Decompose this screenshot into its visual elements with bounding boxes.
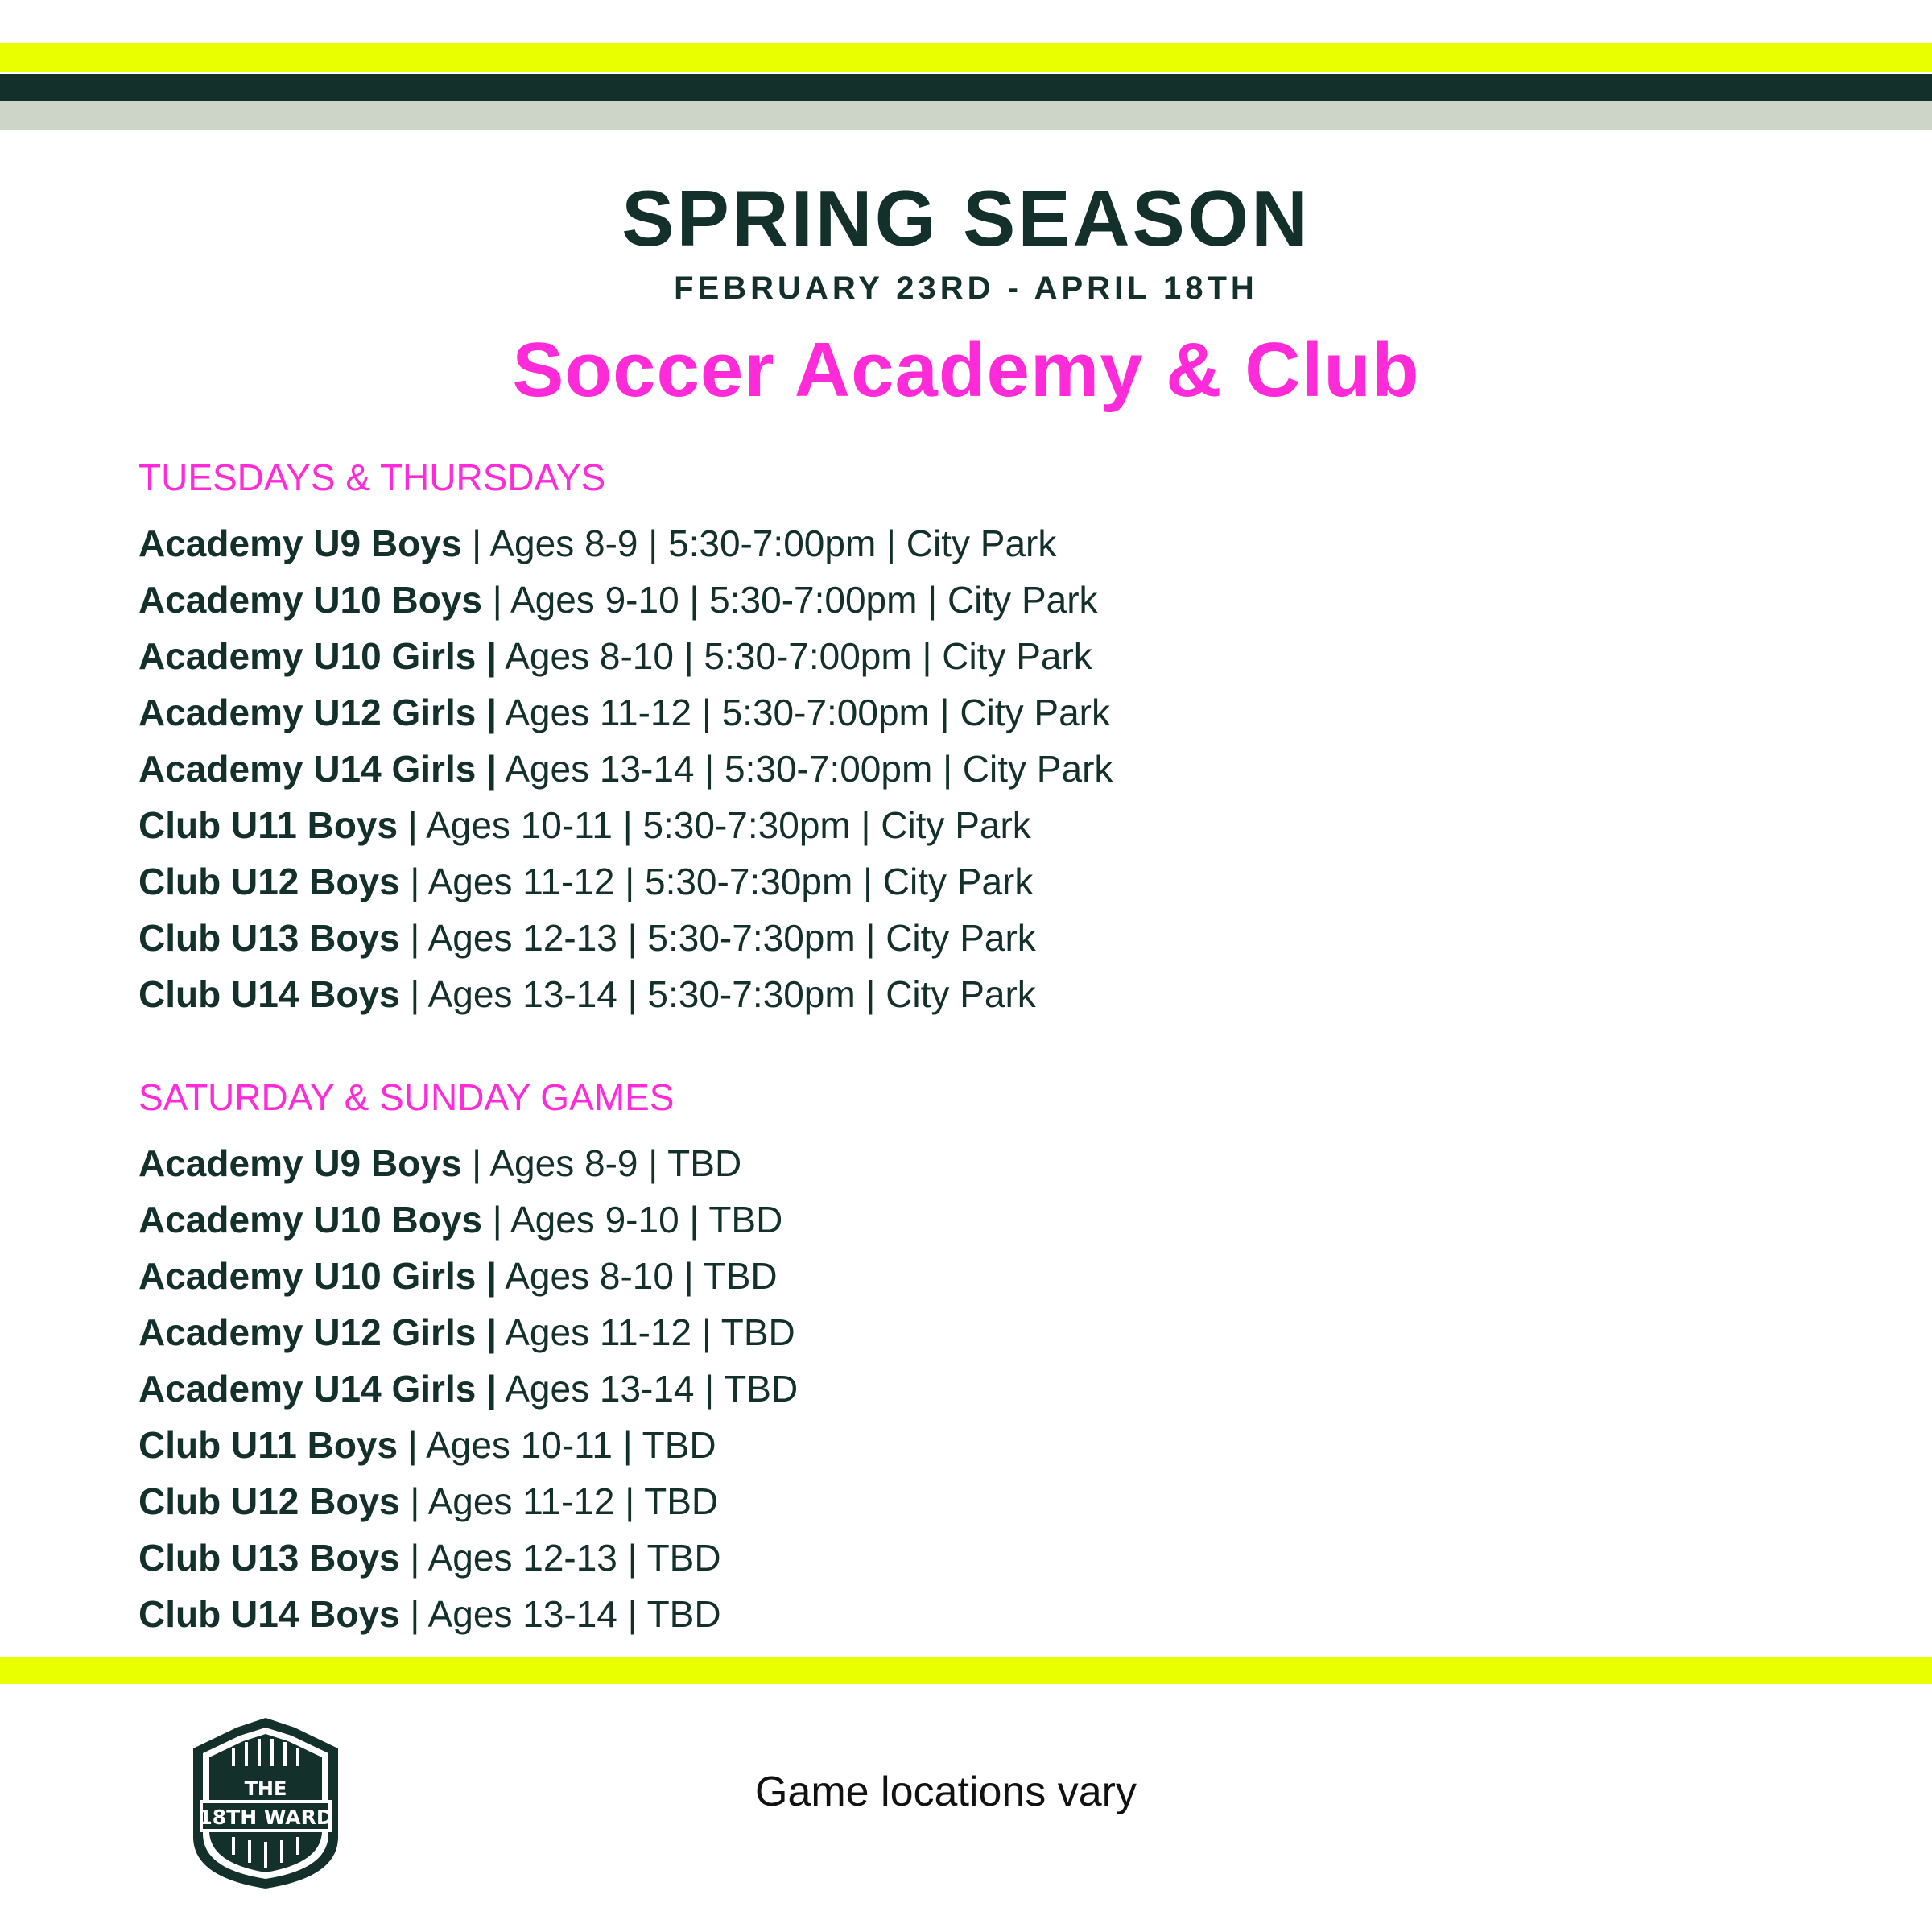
team-name: Academy U14 Girls | <box>138 1368 497 1410</box>
schedule-row <box>138 910 1113 966</box>
schedule-row <box>138 966 1113 1022</box>
team-details: | Ages 8-9 | TBD <box>461 1142 742 1184</box>
team-details: | Ages 9-10 | TBD <box>481 1199 783 1241</box>
season-title: SPRING SEASON <box>621 174 1311 262</box>
top-gray-stripe <box>0 101 1932 130</box>
team-details: | Ages 11-12 | 5:30-7:30pm | City Park <box>399 861 1034 902</box>
season-dates: FEBRUARY 23RD - APRIL 18TH <box>674 270 1258 306</box>
team-details: Ages 8-10 | 5:30-7:00pm | City Park <box>496 635 1092 677</box>
team-name: Club U14 Boys <box>138 973 400 1015</box>
bottom-yellow-stripe <box>0 1657 1932 1684</box>
schedule-row <box>138 797 1113 853</box>
team-details: Ages 13-14 | 5:30-7:00pm | City Park <box>496 748 1113 790</box>
schedule-row <box>138 1417 798 1473</box>
schedule-row <box>138 1530 798 1586</box>
team-name: Club U13 Boys <box>138 1537 400 1579</box>
schedule-row <box>138 1191 798 1248</box>
team-name: Club U11 Boys <box>138 804 398 846</box>
team-details: | Ages 12-13 | TBD <box>399 1537 721 1579</box>
team-name: Club U14 Boys <box>138 1593 400 1635</box>
team-name: Academy U9 Boys <box>138 1142 462 1184</box>
team-name: Academy U10 Boys <box>138 579 482 621</box>
game-locations-note: Game locations vary <box>755 1769 1137 1815</box>
program-title: Soccer Academy & Club <box>512 327 1420 413</box>
team-name: Academy U10 Girls | <box>138 635 497 677</box>
schedule-row <box>138 1586 798 1642</box>
team-name: Club U11 Boys <box>138 1424 398 1466</box>
weekend-schedule <box>138 1076 799 1642</box>
team-name: Academy U12 Girls | <box>138 1311 497 1353</box>
weekday-schedule <box>138 456 1113 1022</box>
team-details: | Ages 9-10 | 5:30-7:00pm | City Park <box>481 579 1098 621</box>
top-dark-stripe <box>0 74 1932 101</box>
team-name: Academy U12 Girls | <box>138 691 497 733</box>
team-details: Ages 11-12 | 5:30-7:00pm | City Park <box>496 691 1110 733</box>
shield-logo-icon <box>192 1716 340 1890</box>
team-name: Club U13 Boys <box>138 917 400 959</box>
logo-text-ward: 18TH WARD <box>198 1806 333 1829</box>
schedule-row <box>138 515 1113 572</box>
team-details: Ages 13-14 | TBD <box>496 1368 799 1410</box>
schedule-row <box>138 853 1113 910</box>
team-name: Academy U10 Girls | <box>138 1255 497 1297</box>
team-name: Club U12 Boys <box>138 861 400 902</box>
schedule-row <box>138 1360 798 1417</box>
18th-ward-logo <box>192 1716 340 1890</box>
logo-text-the: THE <box>244 1777 287 1800</box>
team-details: Ages 11-12 | TBD <box>496 1311 795 1353</box>
weekday-heading: TUESDAYS & THURSDAYS <box>138 456 606 498</box>
team-details: | Ages 10-11 | TBD <box>398 1424 716 1466</box>
team-details: | Ages 13-14 | TBD <box>399 1593 721 1635</box>
top-yellow-stripe <box>0 43 1932 72</box>
schedule-row <box>138 1248 798 1304</box>
team-details: | Ages 8-9 | 5:30-7:00pm | City Park <box>461 522 1057 564</box>
team-details: | Ages 11-12 | TBD <box>399 1480 719 1522</box>
schedule-row <box>138 684 1113 741</box>
team-name: Academy U14 Girls | <box>138 748 497 790</box>
schedule-row <box>138 1135 798 1191</box>
team-details: | Ages 12-13 | 5:30-7:30pm | City Park <box>399 917 1036 959</box>
schedule-row <box>138 1473 798 1530</box>
team-name: Academy U9 Boys <box>138 522 462 564</box>
schedule-row <box>138 1304 798 1360</box>
team-details: | Ages 13-14 | 5:30-7:30pm | City Park <box>399 973 1036 1015</box>
schedule-row <box>138 628 1113 684</box>
team-name: Academy U10 Boys <box>138 1199 482 1241</box>
team-details: Ages 8-10 | TBD <box>496 1255 778 1297</box>
team-name: Club U12 Boys <box>138 1480 400 1522</box>
weekend-heading: SATURDAY & SUNDAY GAMES <box>138 1076 675 1118</box>
team-details: | Ages 10-11 | 5:30-7:30pm | City Park <box>398 804 1031 846</box>
schedule-row <box>138 741 1113 797</box>
schedule-row <box>138 572 1113 628</box>
